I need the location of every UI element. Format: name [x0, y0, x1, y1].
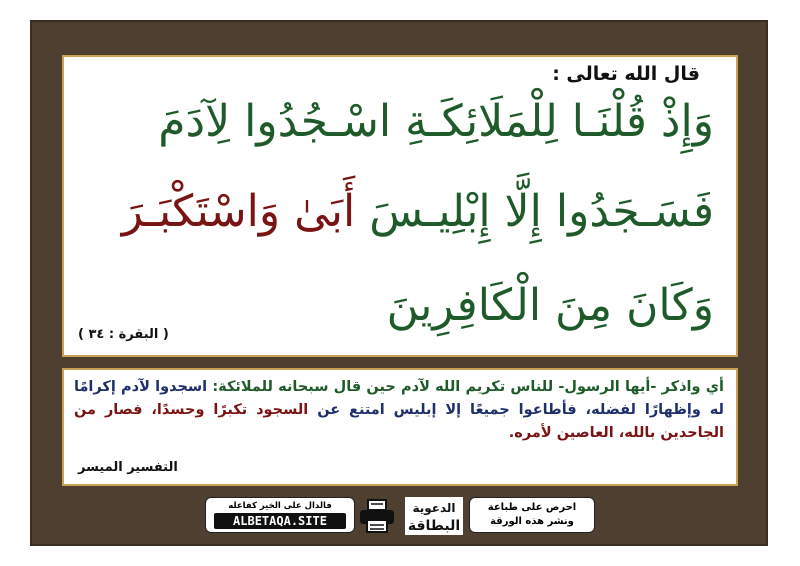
tafsir-source: التفسير الميسر	[78, 460, 178, 475]
verse-line-2-part-b: أَبَىٰ وَاسْتَكْبَـرَ	[121, 186, 356, 237]
tafsir-card	[62, 368, 738, 486]
verse-line-1: وَإِذْ قُلْنَـا لِلْمَلَائِكَـةِ اسْـجُدُوا لِآدَمَ	[158, 96, 714, 147]
surah-reference: ( البقرة : ٣٤ )	[78, 327, 169, 342]
print-line-2: ونشر هذه الورقة	[490, 516, 574, 527]
printer-icon	[357, 497, 397, 535]
site-badge[interactable]	[205, 497, 355, 533]
site-tagline: فالدال على الخير كفاعله	[228, 501, 332, 511]
tafsir-part-2: اسجدوا لآدم إكرامًا له وإظهارًا لفضله، فأطاعوا جميعًا إلا إبليس امتنع عن	[74, 379, 724, 418]
albetaqa-logo	[403, 495, 465, 537]
verse-line-2-part-a: فَسَـجَدُوا إِلَّا إِبْلِيـسَ	[369, 186, 714, 237]
verse-line-3: وَكَانَ مِنَ الْكَافِرِينَ	[386, 280, 714, 331]
logo-line-2: البطاقة	[407, 518, 461, 534]
tafsir-part-1: أي واذكر -أيها الرسول- للناس تكريم الله لآدم حين قال سبحانه للملائكة:	[212, 379, 724, 395]
verse-line-2	[122, 185, 714, 239]
tafsir-text	[74, 376, 724, 445]
site-url[interactable]: ALBETAQA.SITE	[214, 513, 346, 529]
tafsir-part-3: السجود تكبرًا وحسدًا، فصار من الجاحدين بالله، العاصين لأمره.	[74, 402, 724, 441]
verse-heading: قال الله تعالى :	[552, 63, 700, 85]
print-encouragement	[469, 497, 595, 533]
verse-card	[62, 55, 738, 357]
logo-line-1: الدعوية	[412, 501, 456, 515]
print-line-1: احرص على طباعة	[487, 502, 577, 513]
footer-bar	[205, 495, 595, 537]
